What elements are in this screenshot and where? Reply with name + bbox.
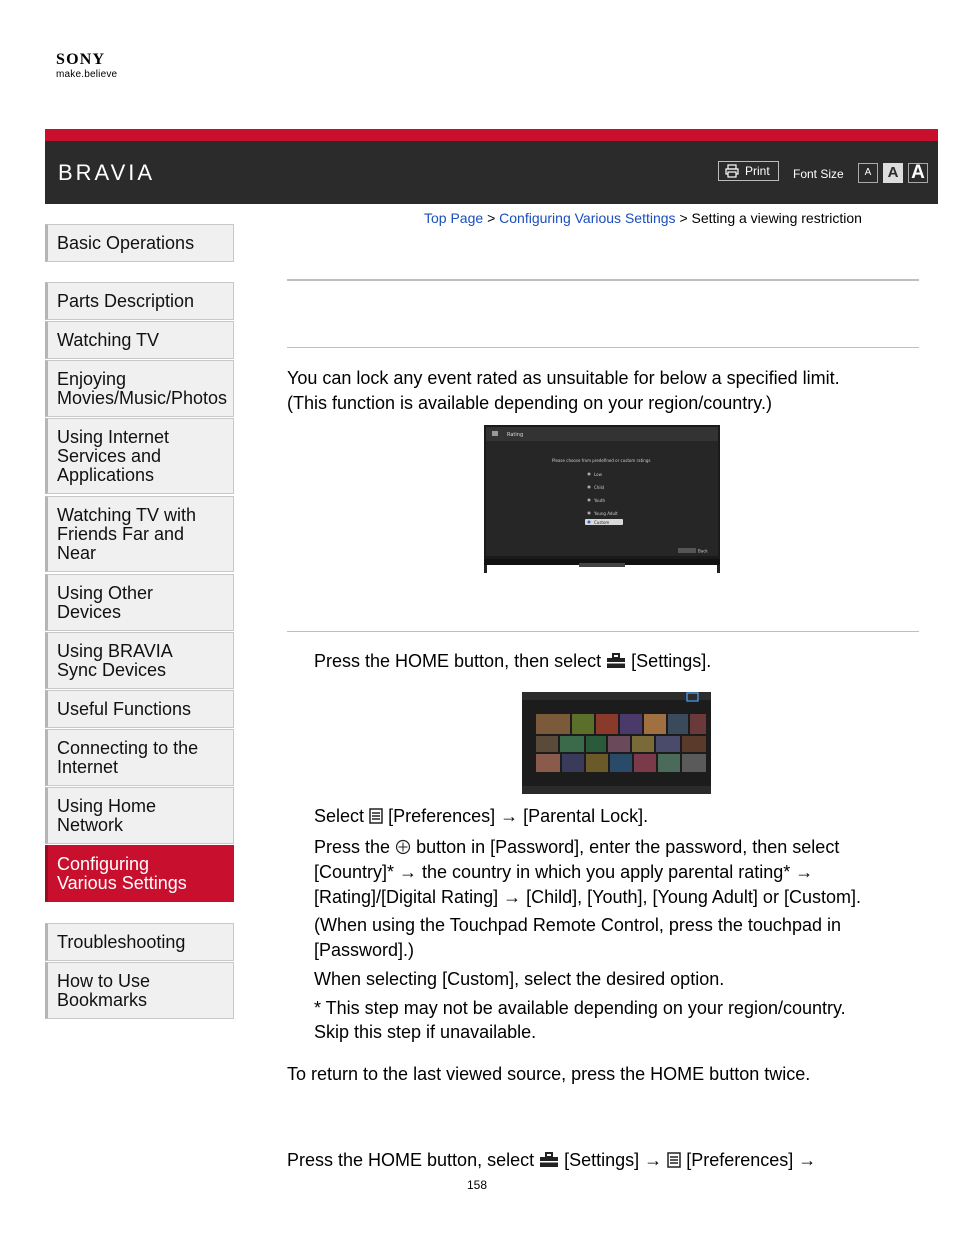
tv-back-label: Back — [698, 548, 708, 554]
tv-option-low: Low — [594, 472, 602, 477]
step-1 — [314, 649, 711, 674]
breadcrumb-section-link[interactable]: Configuring Various Settings — [499, 210, 676, 226]
page-number: 158 — [467, 1178, 488, 1192]
font-size-label: Font Size — [793, 167, 844, 181]
step-3-line: [Country]* → the country in which you apply parental rating* → — [314, 862, 814, 882]
breadcrumb-separator: > — [487, 210, 496, 226]
sidebar-item-label: Connecting to the Internet — [57, 737, 199, 777]
sidebar-item-internet-services[interactable] — [45, 418, 234, 494]
intro-line: You can lock any event rated as unsuitable for below a specified limit. — [287, 368, 840, 388]
bravia-logo: BRAVIA — [58, 160, 156, 185]
sidebar-item-label: Using BRAVIA Sync Devices — [57, 640, 172, 680]
title-divider — [287, 279, 919, 281]
sidebar-item-label: Troubleshooting — [57, 931, 186, 952]
final-text: [Preferences] → — [686, 1150, 817, 1170]
steps-divider — [287, 631, 919, 632]
preferences-icon — [667, 1152, 681, 1168]
region-note — [314, 996, 846, 1044]
sidebar-item-label: Using Internet Services and Applications — [57, 426, 170, 485]
step-3-text: button in [Password], enter the password, then select — [416, 837, 840, 857]
breadcrumb-separator: > — [679, 210, 688, 226]
header-bar — [45, 141, 938, 204]
step-3-line: [Rating]/[Digital Rating] → [Child], [Youth], [Young Adult] or [Custom]. — [314, 887, 861, 907]
step-2-text: Select — [314, 806, 365, 826]
step-2-text: [Preferences] → [Parental Lock]. — [388, 806, 649, 826]
intro-text — [287, 366, 840, 416]
touchpad-note — [314, 913, 841, 963]
sidebar-item-label: Watching TV with Friends Far and Near — [57, 504, 197, 563]
section-divider — [287, 347, 919, 348]
final-instruction — [287, 1148, 816, 1173]
enter-button-icon — [395, 839, 411, 855]
breadcrumb-top-page-link[interactable]: Top Page — [424, 210, 484, 226]
breadcrumb — [424, 210, 862, 226]
print-button[interactable] — [718, 161, 779, 181]
sidebar-item-label: Using Other Devices — [57, 582, 154, 622]
sony-tagline: make.believe — [56, 69, 118, 80]
print-icon — [725, 164, 739, 178]
toolbox-icon — [606, 653, 626, 669]
toolbox-icon — [539, 1152, 559, 1168]
intro-line: (This function is available depending on your region/country.) — [287, 393, 772, 413]
sidebar-item-label: Watching TV — [57, 329, 160, 350]
header-accent-bar — [45, 129, 938, 141]
sidebar-item-configuring-settings[interactable] — [45, 845, 234, 902]
rating-screen-illustration — [484, 425, 720, 573]
step-1-text: [Settings]. — [631, 651, 712, 671]
sidebar-item-troubleshooting[interactable] — [45, 923, 234, 961]
final-text: [Settings] → — [564, 1150, 663, 1170]
custom-note: When selecting [Custom], select the desired option. — [314, 969, 725, 989]
sidebar-item-watching-with-friends[interactable] — [45, 496, 234, 572]
note-line: Skip this step if unavailable. — [314, 1022, 537, 1042]
sidebar-item-label: Useful Functions — [57, 698, 192, 719]
sidebar-item-enjoying-media[interactable] — [45, 360, 234, 417]
tv-option-young-adult: Young Adult — [594, 511, 618, 516]
preferences-icon — [369, 808, 383, 824]
step-2 — [314, 804, 648, 829]
sidebar-item-label: Basic Operations — [57, 232, 195, 253]
sidebar-item-home-network[interactable] — [45, 787, 234, 844]
sidebar-item-bravia-sync[interactable] — [45, 632, 234, 689]
sidebar-item-label: Configuring Various Settings — [57, 853, 187, 893]
note-line: [Password].) — [314, 940, 415, 960]
home-menu-illustration — [522, 692, 711, 794]
sidebar-item-connecting-internet[interactable] — [45, 729, 234, 786]
sidebar-item-label: Parts Description — [57, 290, 195, 311]
step-3 — [314, 835, 861, 910]
tv-option-youth: Youth — [594, 498, 605, 503]
sidebar-item-label: Using Home Network — [57, 795, 157, 835]
step-3-text: Press the — [314, 837, 391, 857]
sidebar-item-parts-description[interactable] — [45, 282, 234, 320]
tv-option-custom: Custom — [594, 520, 610, 525]
tv-screen-title: Rating — [507, 432, 524, 438]
sony-brand: SONY — [56, 51, 106, 68]
sidebar-item-label: Enjoying Movies/Music/Photos — [57, 368, 228, 408]
sidebar-item-label: How to Use Bookmarks — [57, 970, 151, 1010]
tv-screen-prompt: Please choose from predefined or custom ratings — [552, 458, 651, 463]
final-text: Press the HOME button, select — [287, 1150, 535, 1170]
sidebar-item-bookmarks[interactable] — [45, 962, 234, 1019]
step-1-text: Press the HOME button, then select — [314, 651, 602, 671]
note-line: * This step may not be available depending on your region/country. — [314, 998, 846, 1018]
sidebar-item-basic-operations[interactable] — [45, 224, 234, 262]
sidebar-item-watching-tv[interactable] — [45, 321, 234, 359]
sidebar-item-other-devices[interactable] — [45, 574, 234, 631]
breadcrumb-current: Setting a viewing restriction — [691, 210, 862, 226]
font-size-small-button[interactable]: A — [858, 163, 878, 183]
note-line: (When using the Touchpad Remote Control, press the touchpad in — [314, 915, 841, 935]
tv-option-child: Child — [594, 485, 605, 490]
font-size-large-button[interactable]: A — [908, 163, 928, 183]
return-text: To return to the last viewed source, press the HOME button twice. — [287, 1064, 811, 1084]
print-label: Print — [745, 164, 770, 178]
font-size-medium-button[interactable]: A — [883, 163, 903, 183]
sidebar-item-useful-functions[interactable] — [45, 690, 234, 728]
sony-logo — [56, 52, 117, 81]
